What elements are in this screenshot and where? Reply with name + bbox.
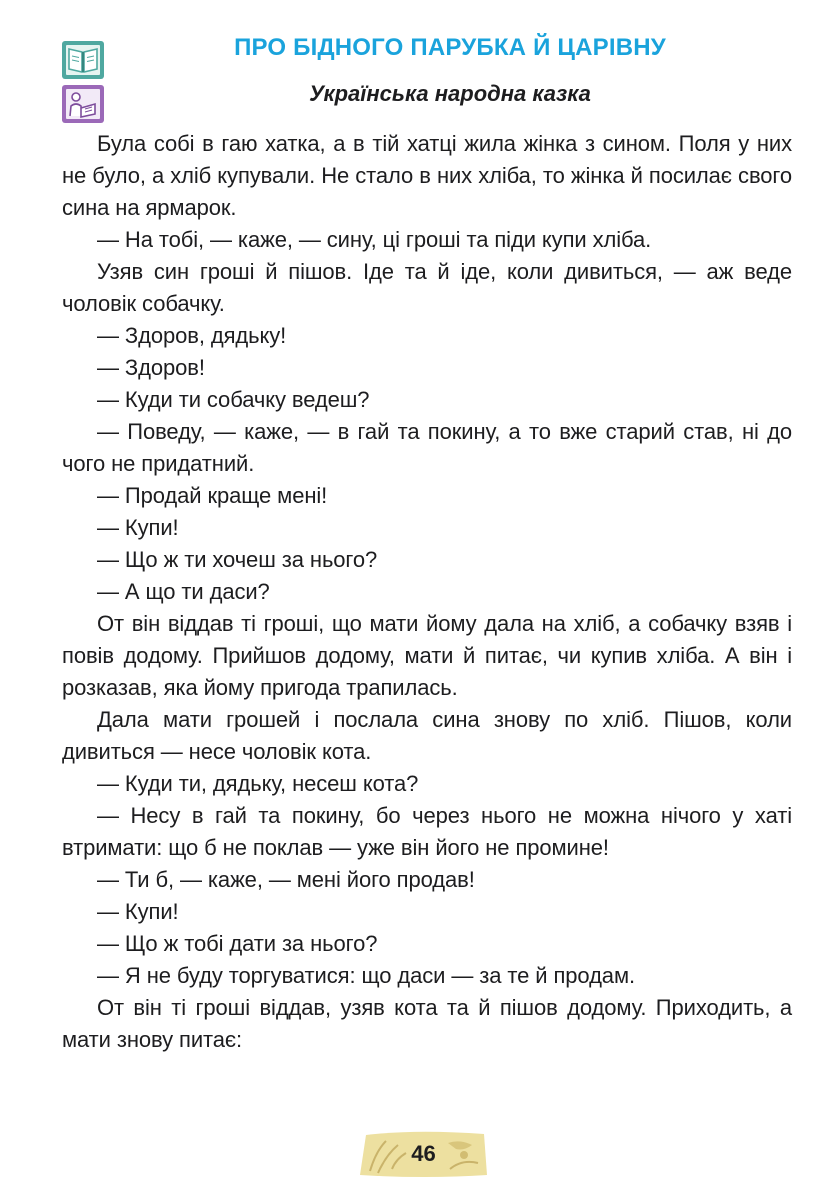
book-icon — [61, 40, 105, 80]
page-number-badge — [356, 1129, 491, 1179]
paragraph: — Куди ти собачку ведеш? — [97, 387, 370, 412]
story-subtitle: Українська народна казка — [309, 81, 591, 106]
paragraph: — На тобі, — каже, — сину, ці гроші та піди купи хліба. — [97, 227, 652, 252]
paragraph: Узяв син гроші й пішов. Іде та й іде, коли дивиться, — аж веде чоловік собачку. — [62, 259, 792, 316]
paragraph: — Здоров, дядьку! — [97, 323, 287, 348]
paragraph: Дала мати грошей і послала сина знову по хліб. Пішов, коли дивиться — несе чоловік кота. — [62, 707, 792, 764]
paragraph: — Продай краще мені! — [97, 483, 328, 508]
paragraph: — Що ж тобі дати за нього? — [97, 931, 378, 956]
paragraph: — Куди ти, дядьку, несеш кота? — [97, 771, 419, 796]
paragraph: — Я не буду торгуватися: що даси — за те й продам. — [97, 963, 635, 988]
story-title: ПРО БІДНОГО ПАРУБКА Й ЦАРІВНУ — [234, 34, 666, 61]
paragraph: — Що ж ти хочеш за нього? — [97, 547, 378, 572]
paragraph: — Ти б, — каже, — мені його продав! — [97, 867, 475, 892]
paragraph: От він віддав ті гроші, що мати йому дала на хліб, а собачку взяв і повів додому. Прийшов додому, мати й питає, чи купив хліба. А він і розказав, яка йому пригода трапилась. — [62, 611, 792, 700]
page-number: 46 — [411, 1141, 436, 1166]
paragraph: — Купи! — [97, 899, 179, 924]
paragraph: — Купи! — [97, 515, 179, 540]
paragraph: Була собі в гаю хатка, а в тій хатці жила жінка з сином. Поля у них не було, а хліб купували. Не стало в них хліба, то жінка й посилає свого сина на ярмарок. — [62, 131, 792, 220]
paragraph: — Поведу, — каже, — в гай та покину, а то вже старий став, ні до чого не придатний. — [62, 419, 792, 476]
paragraph: — Здоров! — [97, 355, 205, 380]
paragraph: — Несу в гай та покину, бо через нього не можна нічого у хаті втримати: що б не поклав — уже він його не промине! — [62, 803, 792, 860]
paragraph: — А що ти даси? — [97, 579, 270, 604]
story-text — [62, 128, 792, 1056]
paragraph: От він ті гроші віддав, узяв кота та й пішов додому. Приходить, а мати знову питає: — [62, 995, 792, 1052]
reader-icon — [61, 84, 105, 124]
